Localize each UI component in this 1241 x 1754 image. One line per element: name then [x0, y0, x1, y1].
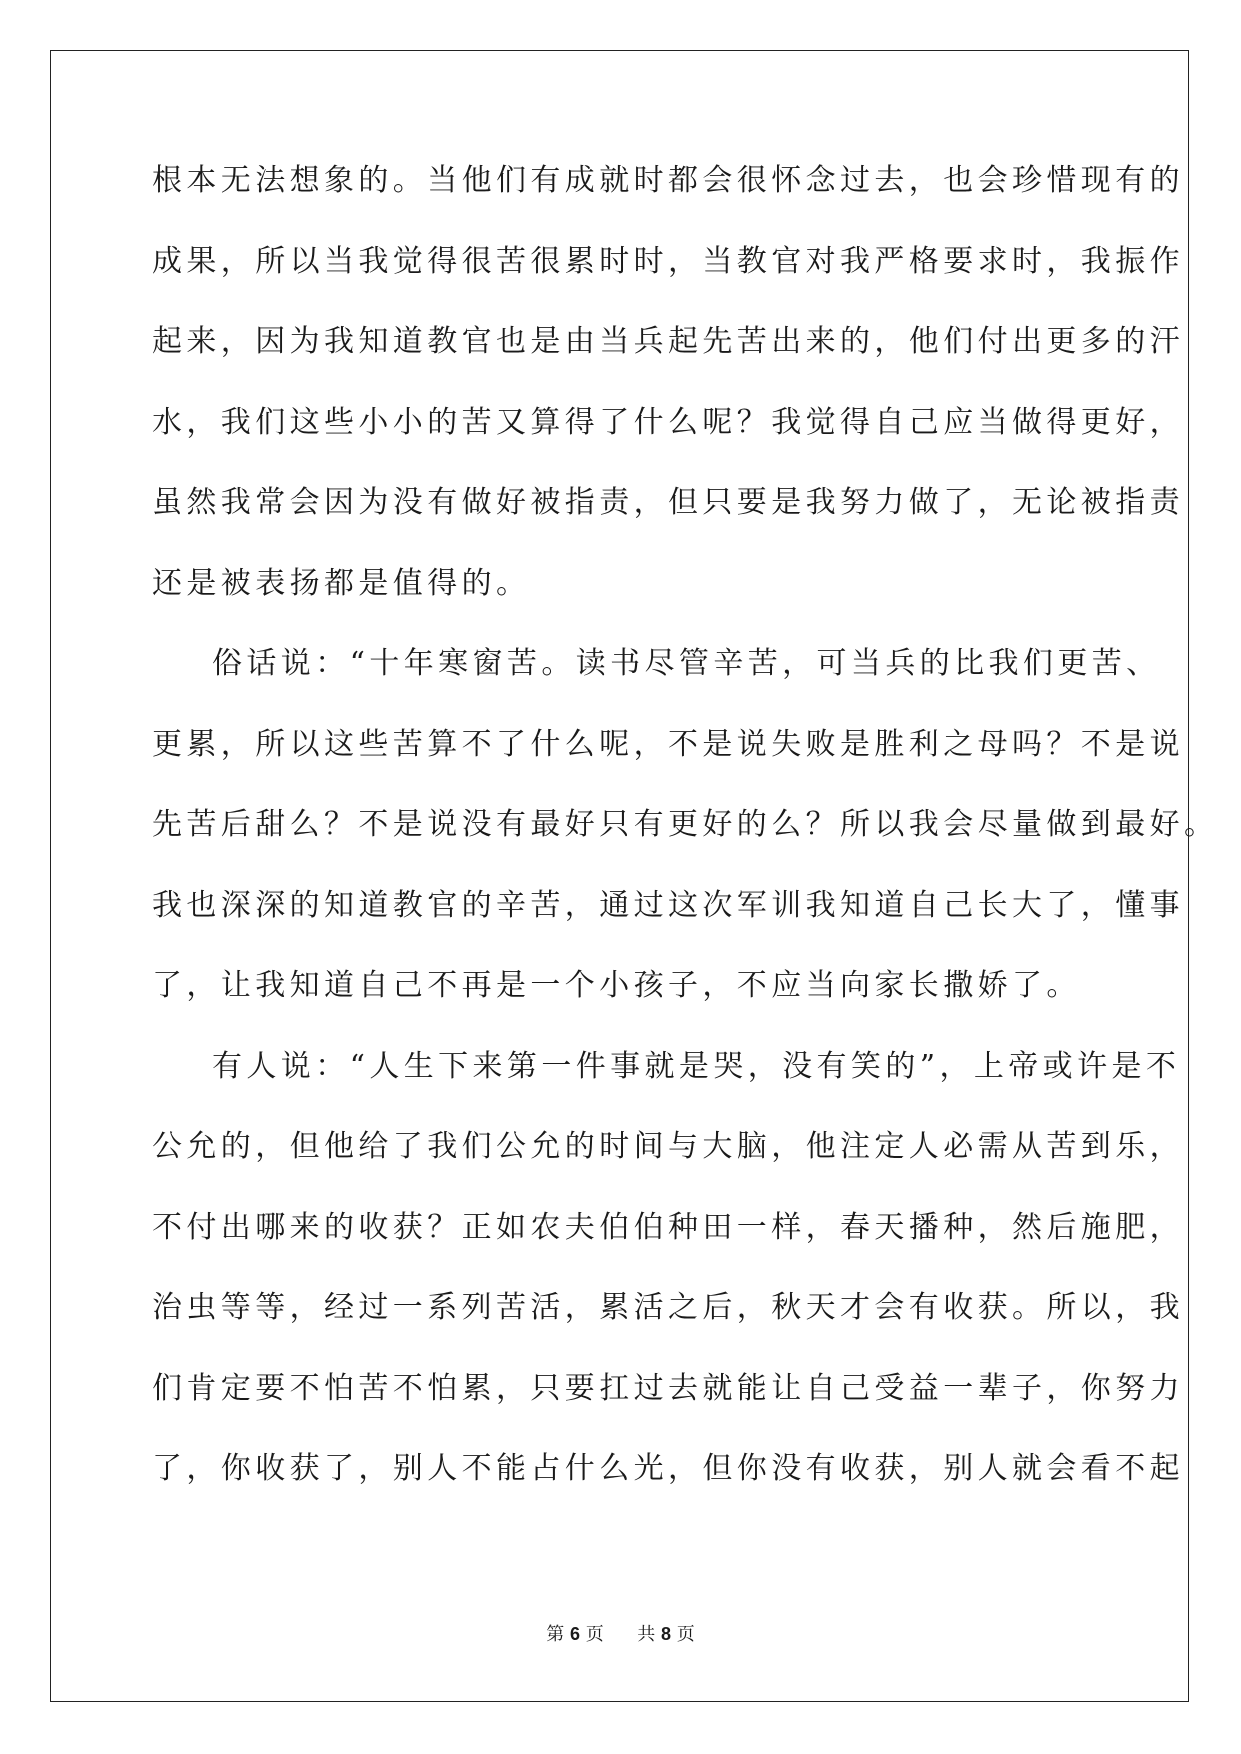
text-line: 了，让我知道自己不再是一个小孩子，不应当向家长撒娇了。	[152, 968, 1081, 1003]
page-number: 6	[570, 1624, 581, 1644]
text-line: 虽然我常会因为没有做好被指责，但只要是我努力做了，无论被指责	[152, 485, 1184, 520]
text-line: 水，我们这些小小的苦又算得了什么呢？我觉得自己应当做得更好，	[152, 404, 1184, 440]
total-pages: 8	[660, 1624, 671, 1644]
paragraph-first-line: 有人说：“人生下来第一件事就是哭，没有笑的”，上帝或许是不	[212, 1048, 1181, 1084]
text-line: 成果，所以当我觉得很苦很累时时，当教官对我严格要求时，我振作	[152, 243, 1184, 279]
page-footer	[0, 1622, 1241, 1647]
text-line: 公允的，但他给了我们公允的时间与大脑，他注定人必需从苦到乐，	[152, 1129, 1184, 1164]
text-line: 根本无法想象的。当他们有成就时都会很怀念过去，也会珍惜现有的	[152, 163, 1184, 198]
text-line: 更累，所以这些苦算不了什么呢，不是说失败是胜利之母吗？不是说	[152, 726, 1184, 762]
text-line: 治虫等等，经过一系列苦活，累活之后，秋天才会有收获。所以，我	[152, 1290, 1184, 1325]
text-line: 起来，因为我知道教官也是由当兵起先苦出来的，他们付出更多的汗	[152, 324, 1184, 359]
text-line: 了，你收获了，别人不能占什么光，但你没有收获，别人就会看不起	[152, 1451, 1184, 1486]
paragraph-first-line: 俗话说：“十年寒窗苦。读书尽管辛苦，可当兵的比我们更苦、	[212, 646, 1161, 681]
text-line: 先苦后甜么？不是说没有最好只有更好的么？所以我会尽量做到最好。	[152, 807, 1219, 842]
page-suffix: 页	[585, 1624, 604, 1645]
document-body	[152, 155, 1219, 1524]
text-line: 还是被表扬都是值得的。	[152, 565, 531, 601]
text-line: 们肯定要不怕苦不怕累，只要扛过去就能让自己受益一辈子，你努力	[152, 1370, 1184, 1406]
text-line: 不付出哪来的收获？正如农夫伯伯种田一样，春天播种，然后施肥，	[152, 1209, 1184, 1245]
page-prefix: 第	[546, 1624, 565, 1645]
text-line: 我也深深的知道教官的辛苦，通过这次军训我知道自己长大了，懂事	[152, 887, 1184, 923]
total-suffix: 页	[676, 1624, 695, 1645]
total-prefix: 共	[637, 1624, 656, 1645]
